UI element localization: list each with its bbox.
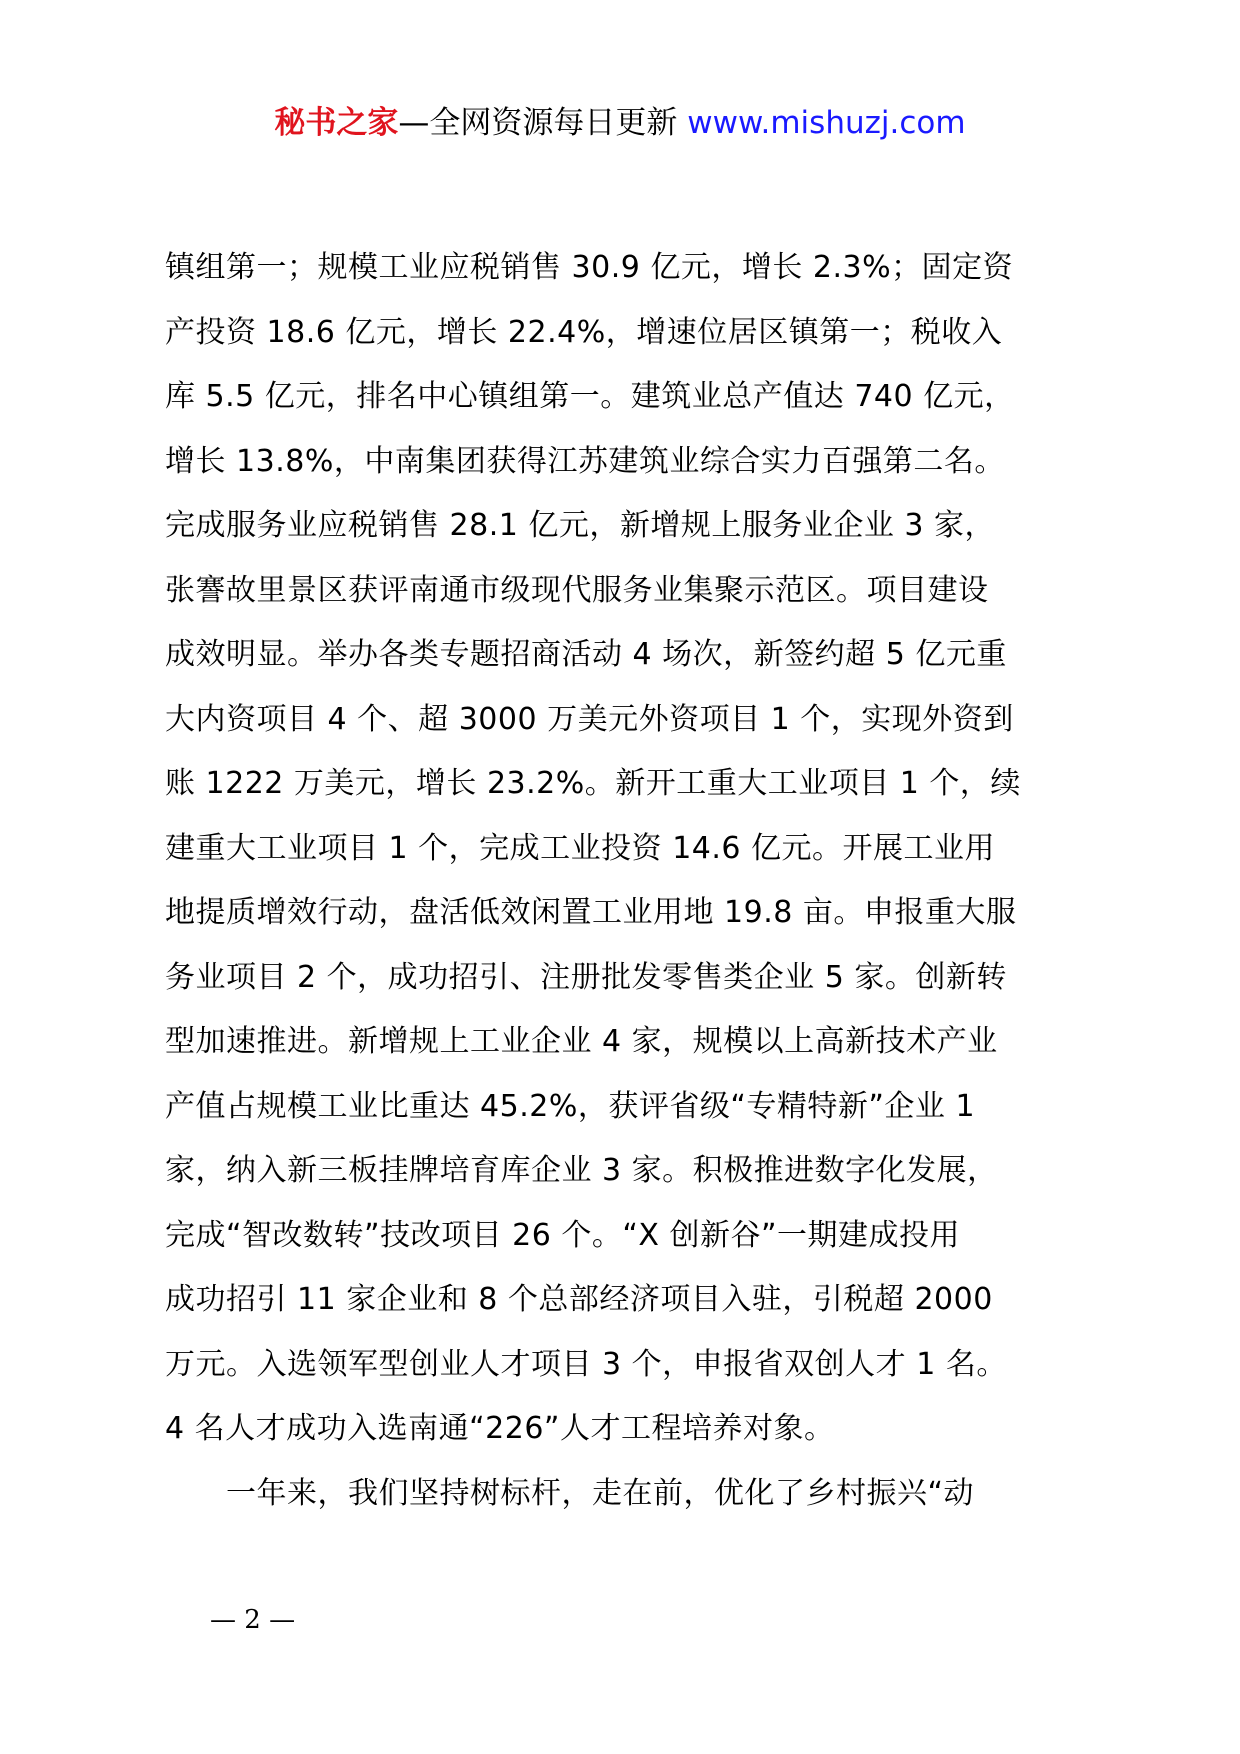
- site-url-link[interactable]: www.mishuzj.com: [687, 105, 966, 141]
- body-line: 型加速推进。新增规上工业企业 4 家，规模以上高新技术产业: [165, 1024, 998, 1059]
- body-line: 一年来，我们坚持树标杆，走在前，优化了乡村振兴“动: [165, 1475, 975, 1511]
- body-line: 完成“智改数转”技改项目 26 个。“X 创新谷”一期建成投用: [165, 1217, 961, 1253]
- body-line: 产值占规模工业比重达 45.2%，获评省级“专精特新”企业 1: [165, 1088, 976, 1124]
- body-line: 万元。入选领军型创业人才项目 3 个，申报省双创人才 1 名。: [165, 1346, 1007, 1382]
- body-line: 建重大工业项目 1 个，完成工业投资 14.6 亿元。开展工业用: [165, 830, 996, 866]
- body-line: 4 名人才成功入选南通“226”人才工程培养对象。: [165, 1411, 835, 1446]
- body-line: 家，纳入新三板挂牌培育库企业 3 家。积极推进数字化发展，: [165, 1153, 998, 1188]
- site-header: [0, 98, 1240, 148]
- body-line: 完成服务业应税销售 28.1 亿元，新增规上服务业企业 3 家，: [165, 508, 996, 543]
- site-brand: 秘书之家: [274, 105, 399, 141]
- page-number: — 2 —: [210, 1605, 296, 1635]
- body-line: 增长 13.8%，中南集团获得江苏建筑业综合实力百强第二名。: [165, 443, 1005, 479]
- body-line: 大内资项目 4 个、超 3000 万美元外资项目 1 个，实现外资到: [165, 701, 1014, 737]
- body-line: 成效明显。举办各类专题招商活动 4 场次，新签约超 5 亿元重: [165, 637, 1007, 672]
- site-tagline: —全网资源每日更新: [398, 105, 678, 141]
- body-line: 地提质增效行动，盘活低效闲置工业用地 19.8 亩。申报重大服: [165, 895, 1017, 930]
- body-line: 务业项目 2 个，成功招引、注册批发零售类企业 5 家。创新转: [165, 959, 1007, 995]
- body-text: [165, 236, 1105, 1526]
- body-line: 账 1222 万美元，增长 23.2%。新开工重大工业项目 1 个，续: [165, 766, 1021, 801]
- body-line: 产投资 18.6 亿元，增长 22.4%，增速位居区镇第一；税收入: [165, 314, 1003, 350]
- body-line: 镇组第一；规模工业应税销售 30.9 亿元，增长 2.3%；固定资: [165, 250, 1014, 285]
- body-line: 张謇故里景区获评南通市级现代服务业集聚示范区。项目建设: [165, 572, 989, 608]
- body-line: 成功招引 11 家企业和 8 个总部经济项目入驻，引税超 2000: [165, 1282, 993, 1317]
- body-line: 库 5.5 亿元，排名中心镇组第一。建筑业总产值达 740 亿元，: [165, 379, 1015, 414]
